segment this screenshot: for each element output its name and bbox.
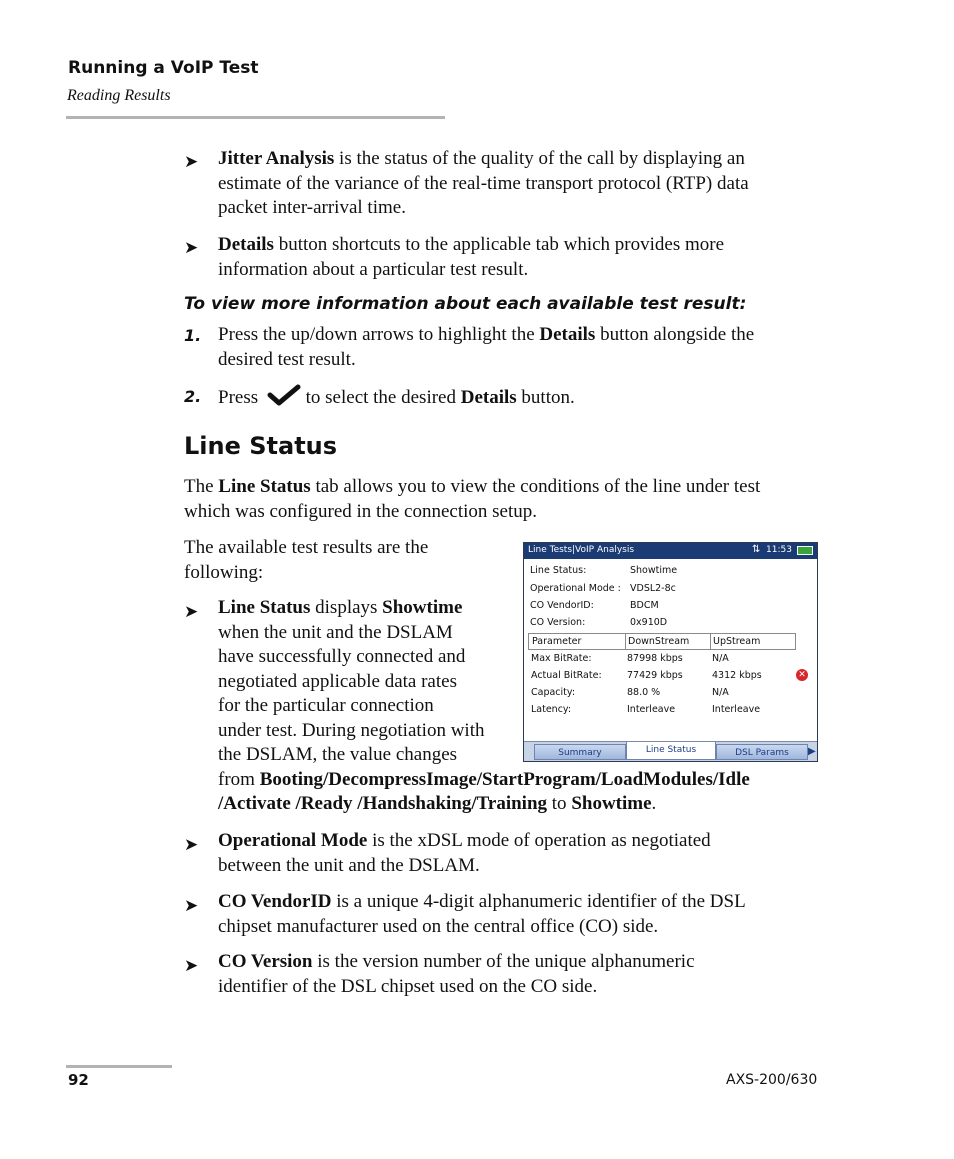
info-label: CO Version: <box>530 617 586 628</box>
error-icon: ✕ <box>796 669 808 681</box>
table-cell-downstream: 77429 kbps <box>627 670 683 681</box>
table-cell-downstream: Interleave <box>627 704 676 715</box>
device-clock: 11:53 <box>766 545 792 555</box>
column-header: UpStream <box>713 636 761 647</box>
step-number: 2. <box>184 387 202 406</box>
bullet-details: Details button shortcuts to the applicable tab which provides more information about a particular test result. <box>218 234 725 280</box>
step-number: 1. <box>184 326 202 345</box>
table-cell-parameter: Capacity: <box>531 687 576 698</box>
bullet-arrow-icon: ➤ <box>184 835 199 854</box>
bullet-arrow-icon: ➤ <box>184 956 199 975</box>
table-cell-parameter: Actual BitRate: <box>531 670 602 681</box>
info-value: 0x910D <box>630 617 668 628</box>
info-value: BDCM <box>630 600 659 611</box>
table-cell-upstream: N/A <box>712 687 729 698</box>
bullet-arrow-icon: ➤ <box>184 152 199 171</box>
tab-line-status[interactable]: Line Status <box>626 742 716 760</box>
checkmark-icon <box>267 384 301 406</box>
table-cell-downstream: 88.0 % <box>627 687 661 698</box>
header-rule <box>66 116 445 119</box>
table-cell-upstream: N/A <box>712 653 729 664</box>
device-title: Line Tests|VoIP Analysis <box>528 545 635 555</box>
section-intro: The Line Status tab allows you to view the conditions of the line under test which was configured in the connection setup. <box>184 476 761 522</box>
procedure-heading: To view more information about each available test result: <box>184 294 747 314</box>
table-cell-parameter: Max BitRate: <box>531 653 592 664</box>
bullet-arrow-icon: ➤ <box>184 238 199 257</box>
column-divider <box>625 634 626 649</box>
bullet-line-status: Line Status displays Showtime when the unit and the DSLAM have successfully connected and negotiated applicable data rates for the particular connection under test. During negotiation with the DSLAM, the value changes from Booting/DecompressImage/StartProgram/LoadModules/Idle /Activate /Ready /Handshaking/Training to Showtime. <box>218 597 750 814</box>
section-title: Line Status <box>184 432 338 460</box>
bullet-operational-mode: Operational Mode is the xDSL mode of operation as negotiated between the unit and the DSLAM. <box>218 830 711 876</box>
tab-dsl-params[interactable]: DSL Params <box>716 744 808 760</box>
column-divider <box>710 634 711 649</box>
document-id: AXS-200/630 <box>726 1072 818 1088</box>
page-number: 92 <box>68 1071 89 1089</box>
column-header: Parameter <box>532 636 582 647</box>
table-cell-upstream: Interleave <box>712 704 761 715</box>
bullet-co-version: CO Version is the version number of the unique alphanumeric identifier of the DSL chipset used on the CO side. <box>218 951 695 997</box>
available-results-text: The available test results are the following: <box>184 537 429 583</box>
table-cell-parameter: Latency: <box>531 704 572 715</box>
column-header: DownStream <box>628 636 690 647</box>
bullet-co-vendorid: CO VendorID is a unique 4-digit alphanumeric identifier of the DSL chipset manufacturer used on the central office (CO) side. <box>218 891 746 937</box>
running-header-subtitle: Reading Results <box>67 87 171 104</box>
table-cell-upstream: 4312 kbps <box>712 670 762 681</box>
device-title-bar <box>524 543 817 559</box>
device-screenshot <box>523 542 818 762</box>
results-table-header <box>528 633 796 650</box>
running-header-title: Running a VoIP Test <box>68 58 259 78</box>
footer-rule <box>66 1065 172 1068</box>
info-label: CO VendorID: <box>530 600 594 611</box>
info-value: Showtime <box>630 565 678 576</box>
tab-scroll-right-icon[interactable]: ▶ <box>808 746 816 757</box>
step-1-text: Press the up/down arrows to highlight the Details button alongside the desired test result. <box>218 324 755 370</box>
info-value: VDSL2-8c <box>630 583 676 594</box>
bullet-arrow-icon: ➤ <box>184 602 199 621</box>
bullet-jitter-analysis: Jitter Analysis is the status of the quality of the call by displaying an estimate of the variance of the real-time transport protocol (RTP) data packet inter-arrival time. <box>218 148 749 218</box>
table-cell-downstream: 87998 kbps <box>627 653 683 664</box>
info-label: Operational Mode : <box>530 583 621 594</box>
tab-summary[interactable]: Summary <box>534 744 626 760</box>
bullet-arrow-icon: ➤ <box>184 896 199 915</box>
info-label: Line Status: <box>530 565 587 576</box>
connection-icon: ⇅ <box>752 544 761 555</box>
battery-icon <box>797 546 813 555</box>
step-2-text: Press to select the desired Details button. <box>218 384 575 411</box>
device-tab-bar <box>524 741 817 762</box>
